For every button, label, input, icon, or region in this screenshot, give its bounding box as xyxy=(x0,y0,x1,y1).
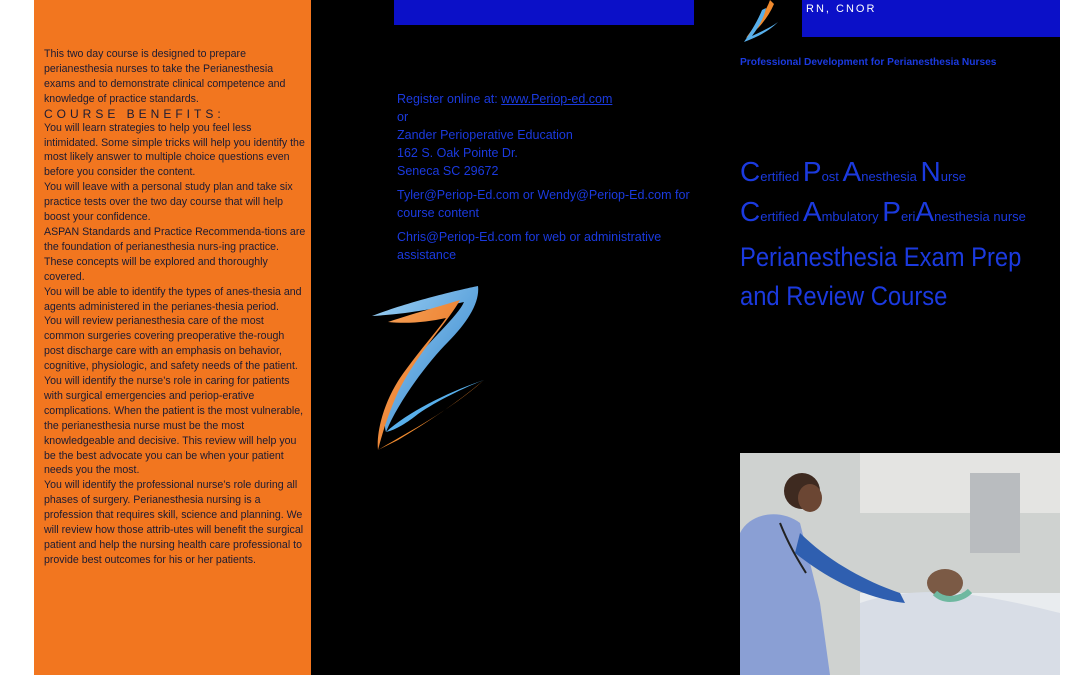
address-line-1: 162 S. Oak Pointe Dr. xyxy=(397,146,518,160)
course-title: Perianesthesia Exam Prep and Review Course xyxy=(740,242,1022,311)
zander-logo xyxy=(368,282,488,452)
register-link[interactable]: www.Periop-ed.com xyxy=(501,92,613,106)
benefit-paragraph: You will review perianesthesia care of the most common surgeries covering preoperative the-rough post discharge care with an emphasis on behavior, cognitive, physiologic, and safety needs of the patient. xyxy=(44,315,298,373)
org-name: Zander Perioperative Education xyxy=(397,128,573,142)
register-label: Register online at: xyxy=(397,92,502,106)
contact-content: Tyler@Periop-Ed.com or Wendy@Periop-Ed.com for course content xyxy=(397,188,690,220)
registration-info xyxy=(397,90,697,264)
or-text: or xyxy=(397,110,409,124)
benefit-paragraph: You will learn strategies to help you feel less intimidated. Some simple tricks will help you identify the most likely answer to multiple choice questions even before you consider the content. xyxy=(44,121,305,179)
contact-admin: Chris@Periop-Ed.com for web or administrative assistance xyxy=(397,230,662,262)
benefits-heading: COURSE BENEFITS: xyxy=(44,106,225,121)
nurse-patient-photo xyxy=(740,453,1060,675)
zander-logo-small xyxy=(740,0,820,44)
course-intro: This two day course is designed to prepare perianesthesia nurses to take the Perianesthesia exams and to demonstrate clinical competence and knowledge of practice standards. xyxy=(44,48,286,105)
cpan-title: Certified Post Anesthesia Nurse xyxy=(740,156,967,187)
tagline: Professional Development for Perianesthesia Nurses xyxy=(740,57,997,68)
benefit-paragraph: You will be able to identify the types of anes-thesia and agents administered in the perianes-thesia period. xyxy=(44,285,302,313)
benefit-paragraph: You will identify the professional nurse’s role during all phases of surgery. Perianesthesia nursing is a profession that requires skill, science and planning. We will review how those attrib-utes will benefit the surgical patient and help the nursing health care professional to provide best outcomes for his or her patients. xyxy=(44,479,304,566)
benefit-paragraph: You will identify the nurse’s role in caring for patients with surgical emergencies and periop-erative complications. When the patient is the most vulnerable, the perianesthesia nurse must be the most knowledgeable and decisive. This review will help you be the best advocate you can be when your patient needs you the most. xyxy=(44,375,304,477)
author-credentials: RN, CNOR xyxy=(806,3,877,15)
capa-title: Certified Ambulatory PeriAnesthesia nurse xyxy=(740,196,1026,227)
middle-blue-header-box xyxy=(394,0,694,25)
benefit-paragraph: You will leave with a personal study plan and take six practice tests over the two day course that will help boost your confidence. xyxy=(44,181,293,224)
left-column-text xyxy=(44,47,306,568)
benefit-paragraph: ASPAN Standards and Practice Recommenda-tions are the foundation of perianesthesia nurs-ing practice. These concepts will be explored and thoroughly covered. xyxy=(44,225,306,283)
address-line-2: Seneca SC 29672 xyxy=(397,164,499,178)
